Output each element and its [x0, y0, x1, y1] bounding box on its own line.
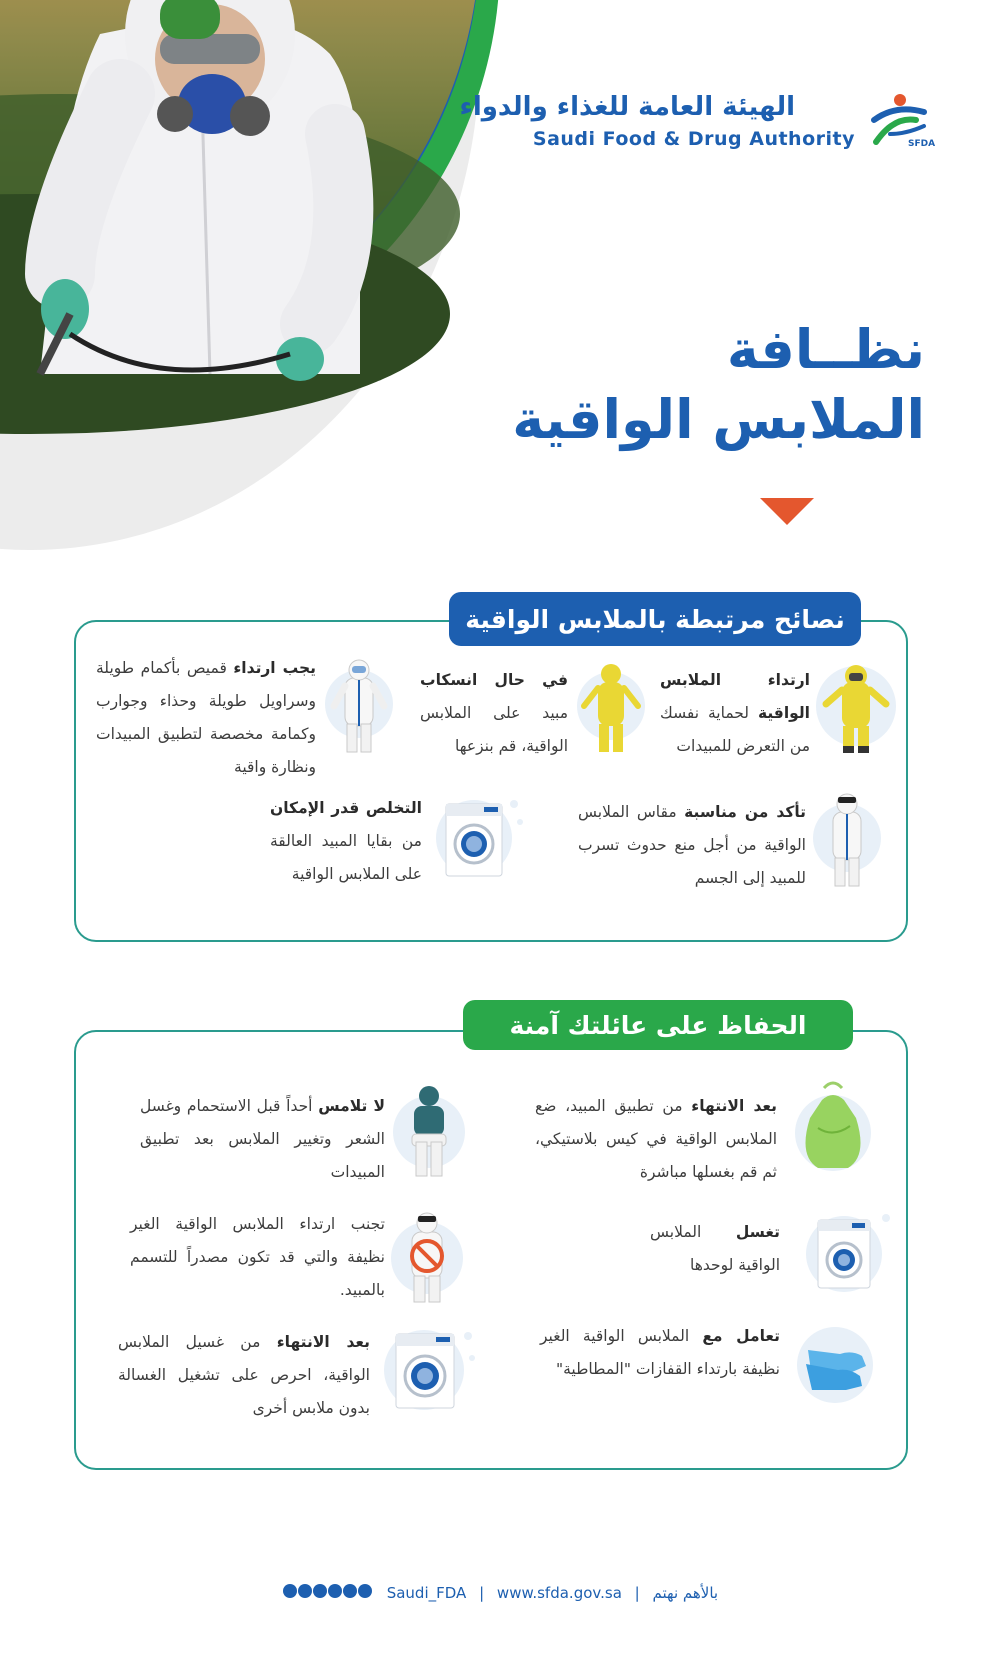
family-safety-section-header: الحفاظ على عائلتك آمنة: [463, 1000, 853, 1050]
worker-spraying-illustration: [0, 0, 480, 374]
tip-bag-clothes-after-use: بعد الانتهاء من تطبيق المبيد، ضع الملابس الواقية في كيس بلاستيكي، ثم قم بغسلها مباشرة: [535, 1097, 777, 1181]
social-icons: [282, 1583, 374, 1603]
instagram-icon: [328, 1584, 342, 1598]
snapchat-icon: [313, 1584, 327, 1598]
gloves-icon: [790, 1320, 880, 1414]
page-title-line2: الملابس الواقية: [512, 388, 925, 451]
footer: [0, 1583, 1000, 1603]
plastic-bag-icon: [788, 1078, 878, 1182]
logo-name-english: Saudi Food & Drug Authority: [532, 128, 855, 150]
down-arrow-icon: [760, 498, 814, 525]
washing-machine-icon-3: [378, 1318, 478, 1422]
twitter-icon: [283, 1584, 297, 1598]
white-suit-icon: [324, 652, 394, 760]
washing-machine-icon-2: [800, 1204, 896, 1304]
tip-required-attire: يجب ارتداء قميص بأكمام طويلة وسراويل طويلة وحذاء وجوارب وكمامة مخصصة لتطبيق المبيدات ونظارة واقية: [96, 659, 316, 776]
tip-run-empty-washer: بعد الانتهاء من غسيل الملابس الواقية، احرص على تشغيل الغسالة بدون ملابس أخرى: [118, 1333, 370, 1417]
footer-separator-2: |: [634, 1583, 640, 1602]
page-title-line1: نظــافة: [726, 318, 925, 381]
hero-photo: [0, 0, 480, 374]
youtube-icon: [298, 1584, 312, 1598]
logo-badge: SFDA: [908, 139, 936, 149]
tip-wear-protective-clothing: ارتداء الملابس الواقية لحماية نفسك من التعرض للمبيدات: [660, 671, 810, 755]
tip-no-contact-before-shower: لا تلامس أحداً قبل الاستحمام وغسل الشعر وتغيير الملابس بعد تطبيق المبيدات: [140, 1097, 385, 1181]
tip-ensure-correct-size: تأكد من مناسبة مقاس الملابس الواقية من أجل منع حدوث تسرب للمبيد إلى الجسم: [578, 803, 806, 887]
white-suit-icon-2: [812, 786, 882, 894]
tip-wash-separately: تغسل الملابس الواقية لوحدها: [650, 1223, 780, 1274]
facebook-icon: [358, 1584, 372, 1598]
tip-remove-pesticide-residue: التخلص قدر الإمكان من بقايا المبيد العالقة على الملابس الواقية: [270, 799, 422, 883]
social-handle[interactable]: Saudi_FDA: [386, 1583, 467, 1602]
sfda-logo-icon: [866, 90, 936, 156]
tip-handle-with-rubber-gloves: تعامل مع الملابس الواقية الغير نظيفة بارتداء القفازات "المطاطية": [540, 1327, 780, 1378]
logo-name-arabic: الهيئة العامة للغذاء والدواء: [459, 92, 795, 122]
tips-section-header: نصائح مرتبطة بالملابس الواقية: [449, 592, 861, 646]
footer-separator: |: [479, 1583, 485, 1602]
footer-slogan: بالأهم نهتم: [652, 1583, 719, 1602]
yellow-suit-icon-2: [576, 656, 646, 760]
tip-spill-remove-clothing: في حال انسكاب مبيد على الملابس الواقية، قم بنزعها: [420, 671, 568, 755]
person-icon: [392, 1080, 466, 1184]
linkedin-icon: [343, 1584, 357, 1598]
website-link[interactable]: www.sfda.gov.sa: [496, 1583, 622, 1602]
washing-machine-icon: [428, 792, 528, 886]
tip-avoid-dirty-clothing: تجنب ارتداء الملابس الواقية الغير نظيفة والتي قد تكون مصدراً للتسمم بالمبيد.: [130, 1215, 385, 1299]
no-dirty-suit-icon: [390, 1206, 464, 1310]
yellow-suit-icon: [816, 656, 896, 760]
